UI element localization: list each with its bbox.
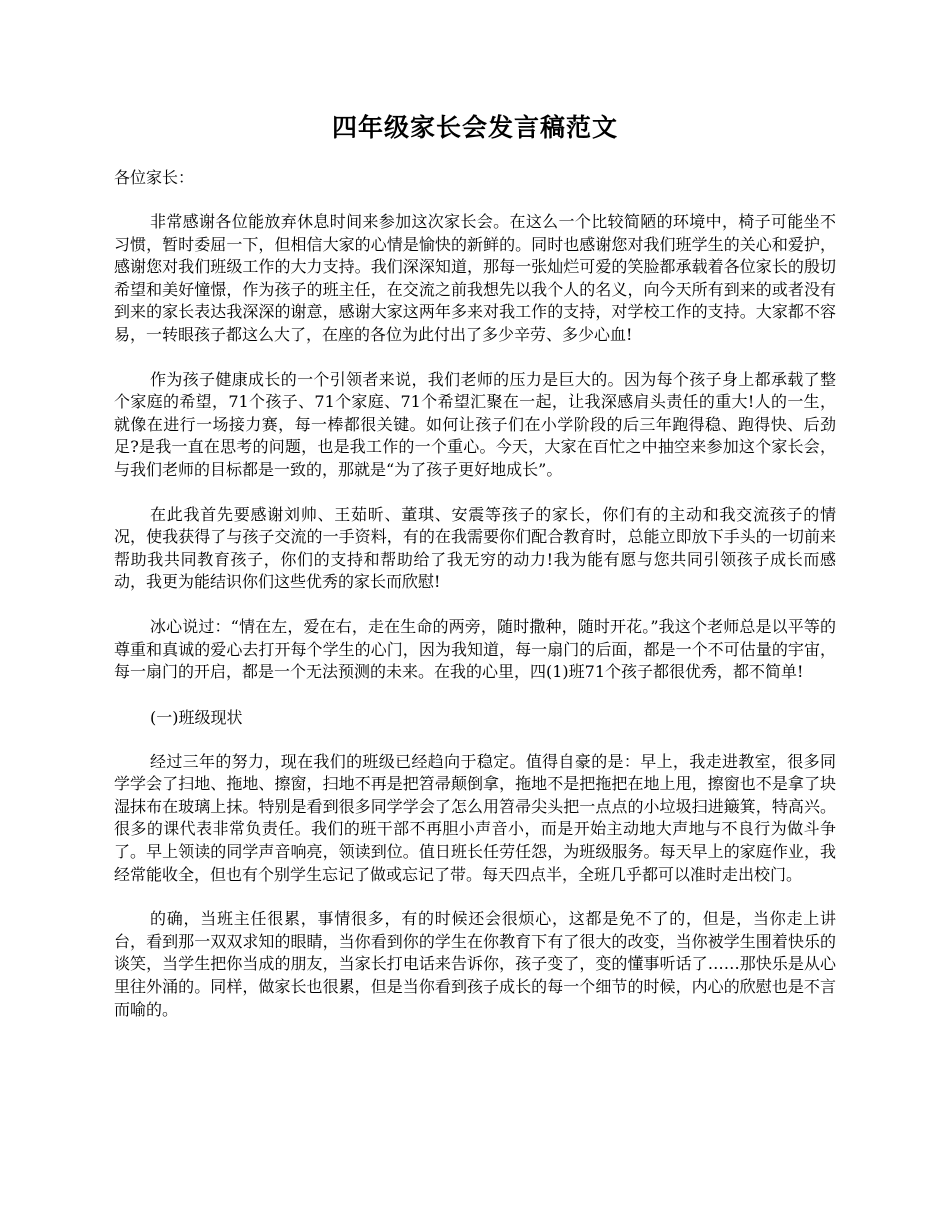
paragraph-thanks-parents: 在此我首先要感谢刘帅、王茹昕、董琪、安震等孩子的家长，你们有的主动和我交流孩子的情况，使我获得了与孩子交流的一手资料，有的在我需要你们配合教育时，总能立即放下手头的一切前来帮助我共同教育孩子，你们的支持和帮助给了我无穷的动力!我为能有愿与您共同引领孩子成长而感动，我更为能结识你们这些优秀的家长而欣慰! [114,504,836,592]
paragraph-gratitude: 非常感谢各位能放弃休息时间来参加这次家长会。在这么一个比较简陋的环境中，椅子可能坐不习惯，暂时委屈一下，但相信大家的心情是愉快的新鲜的。同时也感谢您对我们班学生的关心和爱护，感谢您对我们班级工作的大力支持。我们深深知道，那每一张灿烂可爱的笑脸都承载着各位家长的殷切希望和美好憧憬，作为孩子的班主任，在交流之前我想先以我个人的名义，向今天所有到来的或者没有到来的家长表达我深深的谢意，感谢大家这两年多来对我工作的支持，对学校工作的支持。大家都不容易，一转眼孩子都这么大了，在座的各位为此付出了多少辛劳、多少心血! [114,212,836,344]
salutation: 各位家长： [114,168,195,187]
paragraph-head-teacher: 的确，当班主任很累，事情很多，有的时候还会很烦心，这都是免不了的，但是，当你走上讲台，看到那一双双求知的眼睛，当你看到你的学生在你教育下有了很大的改变，当你被学生围着快乐的谈笑，当学生把你当成的朋友，当家长打电话来告诉你，孩子变了，变的懂事听话了……那快乐是从心里往外涌的。同样，做家长也很累，但是当你看到孩子成长的每一个细节的时候，内心的欣慰也是不言而喻的。 [114,909,836,1019]
paragraph-class-status: 经过三年的努力，现在我们的班级已经趋向于稳定。值得自豪的是：早上，我走进教室，很多同学学会了扫地、拖地、擦窗，扫地不再是把笤帚颠倒拿，拖地不是把拖把在地上甩，擦窗也不是拿了块湿抹布在玻璃上抹。特别是看到很多同学学会了怎么用笤帚尖头把一点点的小垃圾扫进簸箕，特高兴。很多的课代表非常负责任。我们的班干部不再胆小声音小，而是开始主动地大声地与不良行为做斗争了。早上领读的同学声音响亮，领读到位。值日班长任劳任怨，为班级服务。每天早上的家庭作业，我经常能收全，但也有个别学生忘记了做或忘记了带。每天四点半，全班几乎都可以准时走出校门。 [114,751,836,884]
paragraph-teacher-pressure: 作为孩子健康成长的一个引领者来说，我们老师的压力是巨大的。因为每个孩子身上都承载了整个家庭的希望，71个孩子、71个家庭、71个希望汇聚在一起，让我深感肩头责任的重大!人的一生，就像在进行一场接力赛，每一棒都很关键。如何让孩子们在小学阶段的后三年跑得稳、跑得快、后劲足?是我一直在思考的问题，也是我工作的一个重心。今天，大家在百忙之中抽空来参加这个家长会，与我们老师的目标都是一致的，那就是“为了孩子更好地成长”。 [114,369,836,479]
section-heading-class-status: (一)班级现状 [150,707,243,727]
document-page [114,108,836,1021]
document-title: 四年级家长会发言稿范文 [331,113,618,142]
paragraph-bingxin-quote: 冰心说过：“情在左，爱在右，走在生命的两旁，随时撒种，随时开花。”我这个老师总是以平等的尊重和真诚的爱心去打开每个学生的心门，因为我知道，每一扇门的后面，都是一个不可估量的宇宙，每一扇门的开启，都是一个无法预测的未来。在我的心里，四(1)班71个孩子都很优秀，都不简单! [114,616,836,682]
